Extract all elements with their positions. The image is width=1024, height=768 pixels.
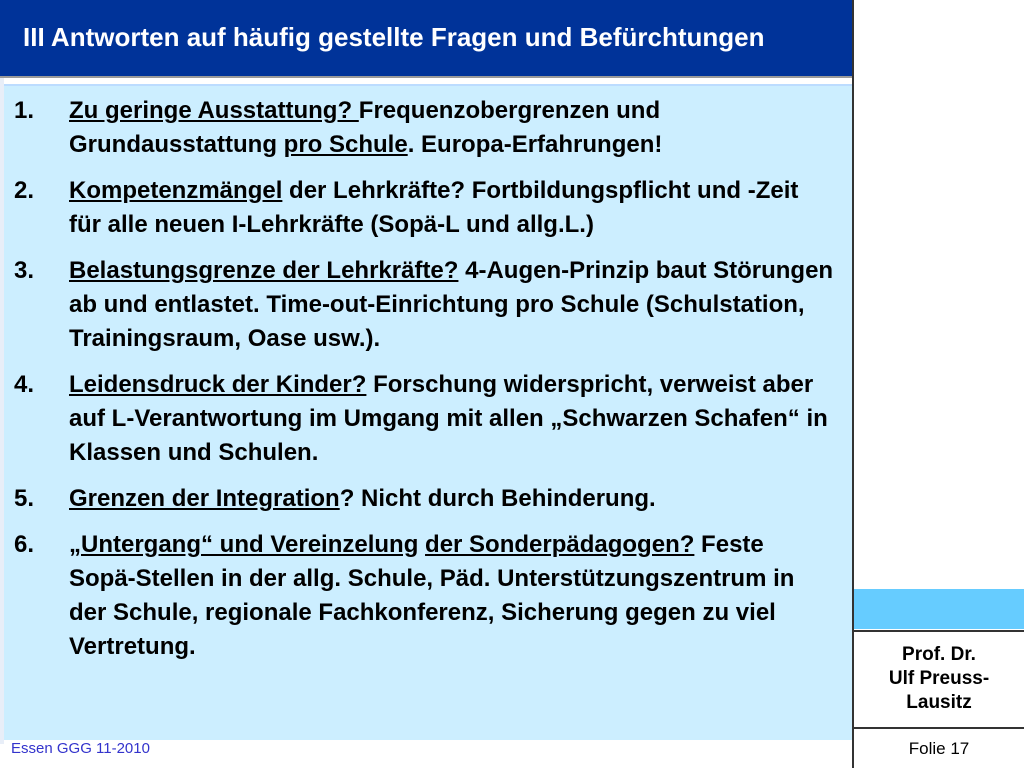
slide-number: Folie 17 — [908, 738, 970, 758]
list-item-number: 6. — [14, 531, 35, 558]
list-item — [14, 174, 834, 242]
underlined-phrase: pro Schule — [283, 131, 408, 158]
list-item — [14, 528, 834, 664]
content-panel — [4, 84, 852, 740]
author-box — [852, 630, 1024, 726]
list-item — [14, 368, 834, 470]
slide-number-box — [852, 727, 1024, 768]
text-phrase: Forschung widerspricht, verweist aber auf L-Verantwortung im Umgang mit allen „Schwarzen Schafen“ in Klassen und Schulen. — [69, 371, 828, 466]
author-line-2: Ulf Preuss- — [888, 668, 990, 689]
list-item — [14, 94, 834, 162]
underlined-phrase: der Sonderpädagogen? — [425, 531, 695, 558]
faq-list — [14, 94, 834, 676]
list-item-text — [69, 257, 833, 352]
underlined-phrase: Kompetenzmängel — [69, 177, 283, 204]
text-phrase: . Europa-Erfahrungen! — [407, 131, 663, 158]
list-item-number: 3. — [14, 257, 35, 284]
author-line-1: Prof. Dr. — [902, 644, 976, 665]
author-line-3: Lausitz — [906, 692, 972, 713]
underlined-phrase: Leidensdruck der Kinder? — [69, 371, 367, 398]
list-item-number: 4. — [14, 371, 35, 398]
underlined-phrase: Zu geringe Ausstattung? — [69, 97, 359, 124]
text-phrase: Frequenzobergrenzen und Grundausstattung — [69, 97, 661, 158]
list-item-text — [69, 485, 656, 512]
list-item — [14, 482, 834, 516]
accent-strip — [852, 589, 1024, 629]
list-item-text — [69, 97, 662, 158]
title-bar — [0, 0, 852, 78]
list-item — [14, 254, 834, 356]
underlined-phrase: Belastungsgrenze der Lehrkräfte? — [69, 257, 459, 284]
text-phrase: Sopä-Stellen in der allg. Schule, Päd. Unterstützungszentrum in der Schule, regionale Fachkonferenz, Sicherung gegen zu viel Vertretung. — [69, 565, 795, 660]
underlined-phrase: Grenzen der Integration — [69, 485, 340, 512]
text-phrase: 4-Augen-Prinzip baut Störungen ab und entlastet. Time-out-Einrichtung pro Schule (Schulstation, Trainingsraum, Oase usw.). — [69, 257, 834, 352]
list-item-text — [69, 177, 798, 238]
text-phrase: Feste — [694, 531, 764, 558]
footer-text: Essen GGG 11-2010 — [11, 740, 150, 757]
list-item-number: 1. — [14, 97, 35, 124]
underlined-phrase: „Untergang“ und Vereinzelung — [69, 531, 419, 558]
list-item-text — [69, 371, 828, 466]
list-item-text — [69, 531, 794, 660]
slide-title: III Antworten auf häufig gestellte Fragen und Befürchtungen — [23, 22, 765, 52]
list-item-number: 5. — [14, 485, 35, 512]
list-item-number: 2. — [14, 177, 35, 204]
text-phrase: der Lehrkräfte? Fortbildungspflicht und -Zeit für alle neuen I-Lehrkräfte (Sopä-L und allg.L.) — [69, 177, 799, 238]
text-phrase: ? Nicht durch Behinderung. — [339, 485, 656, 512]
